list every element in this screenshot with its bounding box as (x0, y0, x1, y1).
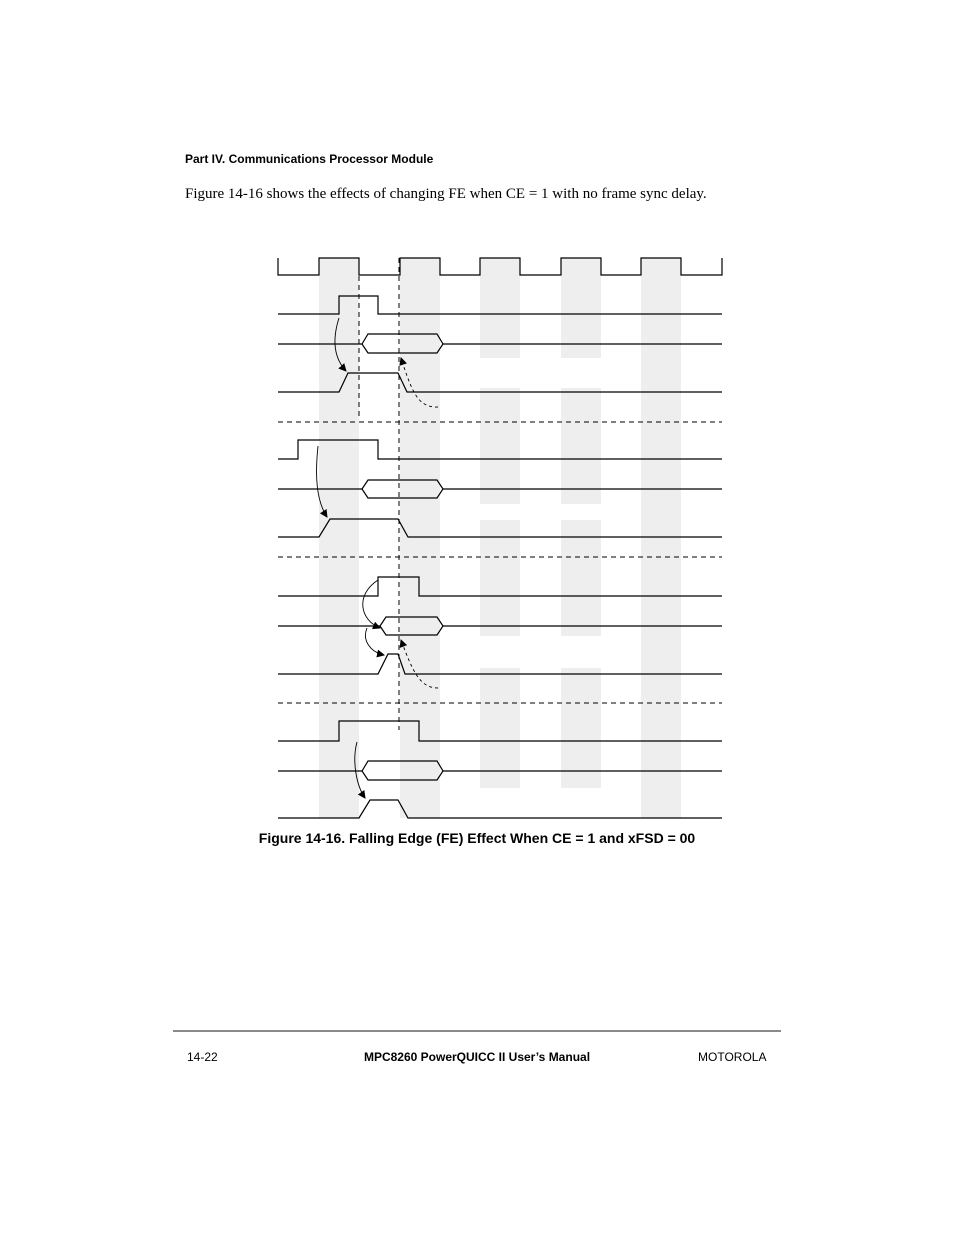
shade-band (480, 388, 520, 504)
clock-shading (319, 258, 681, 818)
running-header: Part IV. Communications Processor Module (185, 152, 434, 166)
page-number: 14-22 (187, 1050, 218, 1064)
intro-paragraph: Figure 14-16 shows the effects of changing FE when CE = 1 with no frame sync delay. (185, 186, 707, 202)
manual-title: MPC8260 PowerQUICC II User’s Manual (363, 1050, 591, 1064)
shade-band (561, 388, 601, 504)
shade-band (480, 668, 520, 788)
figure-caption: Figure 14-16. Falling Edge (FE) Effect When CE = 1 and xFSD = 00 (258, 830, 696, 846)
footer-rule (173, 1030, 781, 1032)
company-name: MOTOROLA (698, 1050, 767, 1064)
shade-band (480, 258, 520, 358)
causal-arrow (366, 628, 384, 655)
shade-band (641, 258, 681, 818)
shade-band (561, 668, 601, 788)
shade-band (400, 258, 440, 818)
shade-band (561, 258, 601, 358)
